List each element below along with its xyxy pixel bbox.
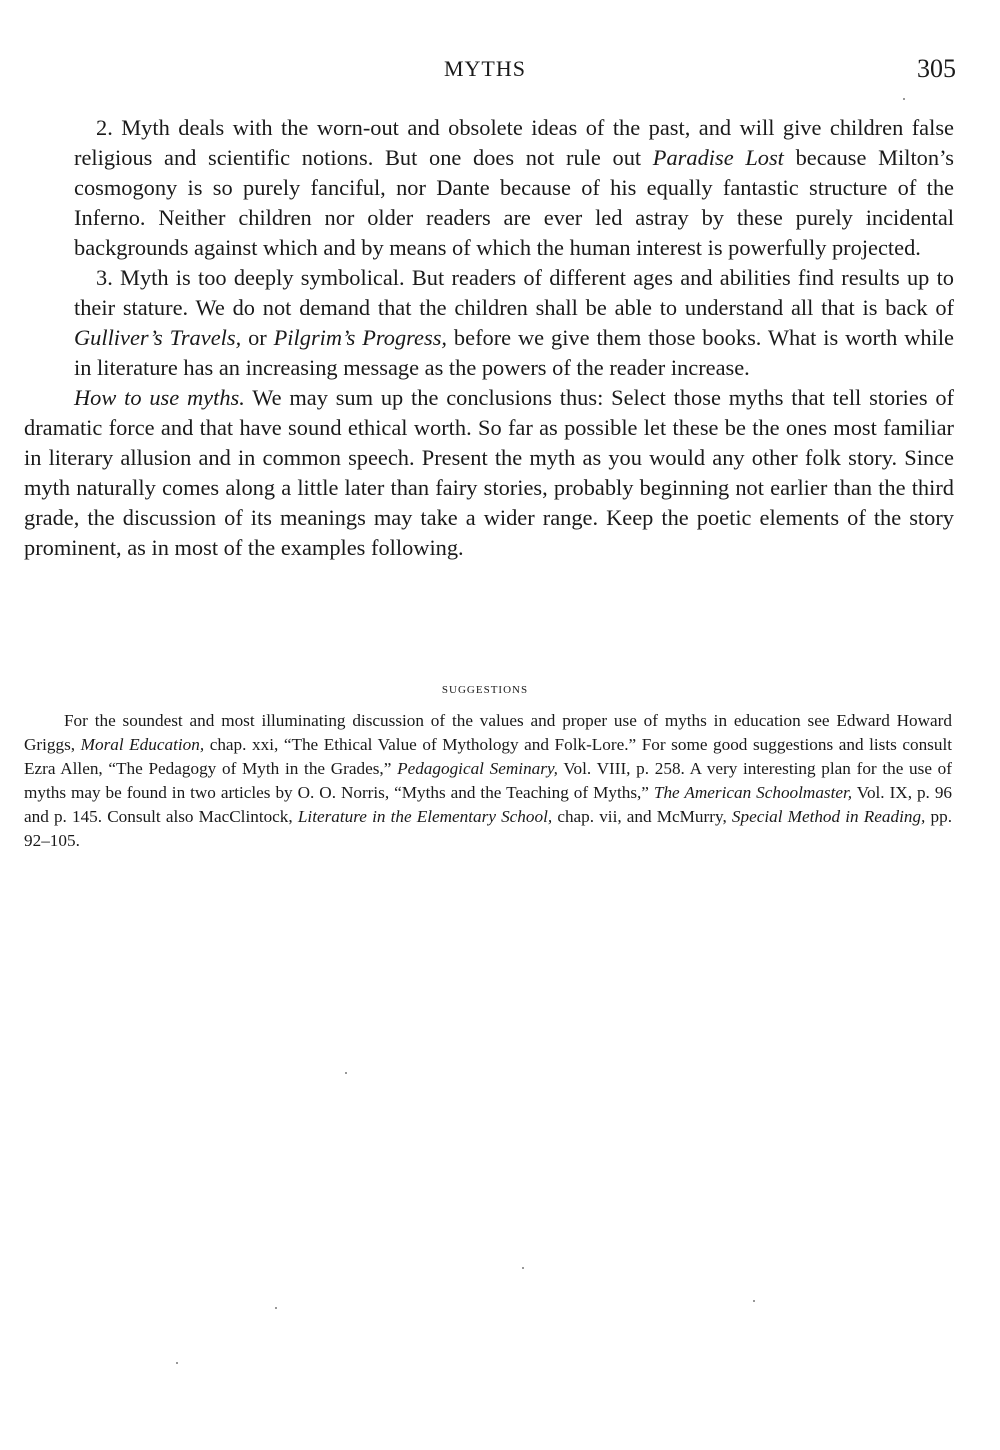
scan-speck bbox=[176, 1362, 178, 1364]
gullivers-travels-title: Gulliver’s Travels, bbox=[74, 325, 242, 350]
scan-speck bbox=[903, 98, 905, 100]
literature-elementary-school-title: Literature in the Elementary School, bbox=[297, 807, 553, 826]
paradise-lost-title: Paradise Lost bbox=[652, 145, 784, 170]
scan-speck bbox=[522, 1267, 524, 1269]
running-title: MYTHS bbox=[443, 56, 526, 81]
scan-speck bbox=[345, 1072, 347, 1074]
special-method-reading-title: Special Method in Reading, bbox=[731, 807, 926, 826]
scan-speck bbox=[753, 1300, 755, 1302]
suggestions-text-3: Vol. VIII, p. 258. A very interesting plan for the use of myths may be found in two articles by O. O. Norris, “Myths and the Teaching of Myths,” bbox=[24, 759, 952, 802]
point-2-text-b: ut one does not rule out bbox=[399, 145, 653, 170]
how-to-use-heading: How to use myths. bbox=[74, 385, 245, 410]
moral-education-title: Moral Education, bbox=[80, 735, 205, 754]
pilgrims-progress-title: Pilgrim’s Progress, bbox=[273, 325, 448, 350]
how-to-use-text: We may sum up the conclusions thus: Select those myths that tell stories of dramatic force and that have sound ethical worth. So far as possible let these be the ones most familiar in literary allusion and in common speech. Present the myth as you would any other folk story. Since myth naturally comes along a little later than fairy stories, probably beginning not earlier than the third grade, the discussion of its meanings may take a wider range. Keep the poetic elements of the story prominent, as in most of the examples following. bbox=[24, 385, 954, 560]
point-3-paragraph bbox=[74, 263, 954, 383]
suggestions-heading: SUGGESTIONS bbox=[441, 684, 529, 696]
scan-speck bbox=[275, 1307, 277, 1309]
suggestions-paragraph bbox=[24, 709, 952, 853]
suggestions-text-4: Vol. IX, p. 96 and p. 145. Consult also MacClintock, bbox=[24, 783, 953, 826]
point-2-text-a: 2. Myth deals with the worn-out and obsolete ideas of the past, and will give children false religious and scientific notions. B bbox=[74, 115, 954, 170]
suggestions-text-2: chap. xxi, “The Ethical Value of Mythology and Folk-Lore.” For some good suggestions and lists consult Ezra Allen, “The Pedagogy of Myth in the Grades,” bbox=[24, 735, 953, 778]
point-3-text-a: 3. Myth is too deeply symbolical. But readers of different ages and abilities find results up to their stature. We do not demand that the children shall be able to understand all that is back of bbox=[74, 265, 954, 320]
suggestions-text-5: chap. vii, and McMurry, bbox=[552, 807, 732, 826]
how-to-use-paragraph bbox=[24, 383, 954, 563]
body-text bbox=[24, 113, 954, 563]
suggestions-text bbox=[24, 709, 952, 853]
point-2-text-c: because Milton’s cosmogony is so purely fanciful, nor Dante because of his equally fantastic structure of the Inferno. Neither children nor older readers are ever led astray by these purely incidental backgrounds against which and by means of which the human interest is powerfully projected. bbox=[74, 145, 955, 260]
american-schoolmaster-title: The American Schoolmaster, bbox=[653, 783, 853, 802]
suggestions-text-1: For the soundest and most illuminating discussion of the values and proper use of myths in education see Edward Howard Griggs, bbox=[24, 711, 952, 754]
pedagogical-seminary-title: Pedagogical Seminary, bbox=[397, 759, 558, 778]
page-number: 305 bbox=[917, 54, 956, 83]
point-3-text-b: or bbox=[241, 325, 274, 350]
point-2-paragraph bbox=[74, 113, 954, 263]
point-3-text-c: before we give them those books. What is worth while in literature has an increasing message as the powers of the reader increase. bbox=[74, 325, 954, 380]
suggestions-text-6: pp. 92–105. bbox=[24, 807, 952, 850]
